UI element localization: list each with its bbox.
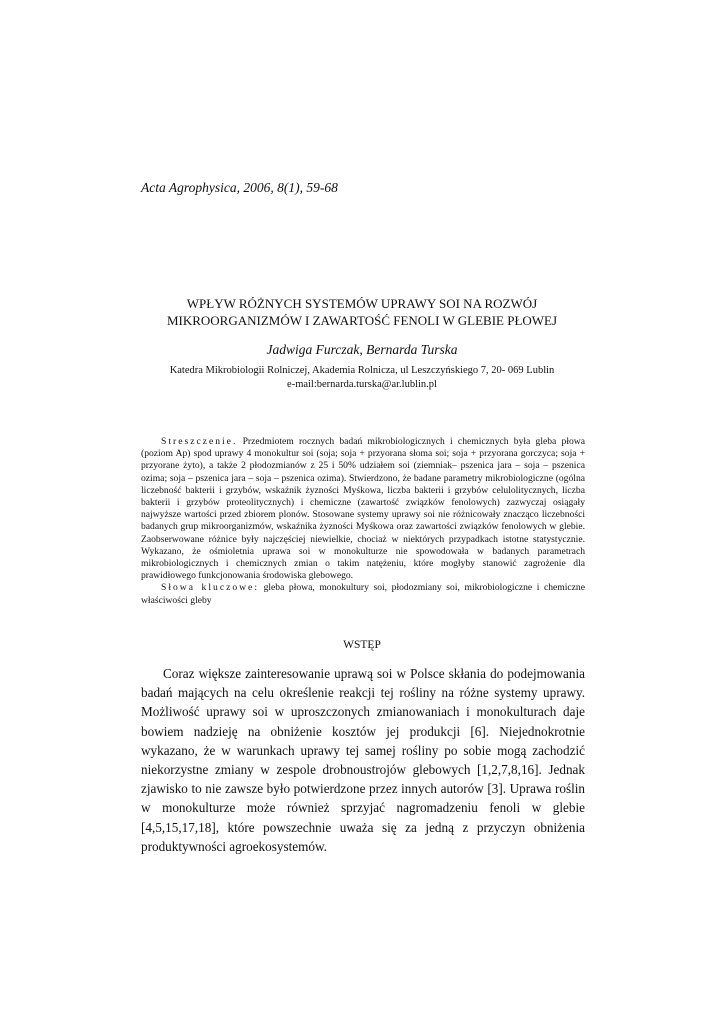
abstract-label: Streszczenie. — [161, 436, 238, 447]
body-text — [141, 664, 585, 856]
authors: Jadwiga Furczak, Bernarda Turska — [266, 342, 458, 357]
affiliation-block — [100, 364, 624, 392]
abstract — [141, 436, 585, 607]
article-title — [100, 296, 624, 329]
keywords-text: gleba płowa, monokultury soi, płodozmiany soi, mikrobiologiczne i chemiczne właściwości gleby — [141, 582, 585, 606]
abstract-paragraph — [141, 436, 585, 582]
body-paragraph: Coraz większe zainteresowanie uprawą soi w Polsce skłania do podejmowania badań mających na celu określenie reakcji tej rośliny na różne systemy uprawy. Możliwość uprawy soi w uproszczonych zmianowaniach i monokulturach daje bowiem nadzieję na obniżenie kosztów jej produkcji [6]. Niejednokrotnie wykazano, że w warunkach uprawy tej samej rośliny po sobie mogą zachodzić niekorzystne zmiany w zespole drobnoustrojów glebowych [1,2,7,8,16]. Jednak zjawisko to nie zawsze było potwierdzone przez innych autorów [3]. Uprawa roślin w monokulturze może również sprzyjać nagromadzeniu fenoli w glebie [4,5,15,17,18], które powszechnie uważa się za jedną z przyczyn obniżenia produktywności agroekosystemów. — [141, 666, 585, 854]
abstract-text: Przedmiotem rocznych badań mikrobiologicznych i chemicznych była gleba płowa (poziom Ap) spod uprawy 4 monokultur soi (soja; soja + przyorana słoma soi; soja + przyorana gorczyca; soja + przyorane żyto), a także 2 płodozmianów z 25 i 50% udziałem soi (ziemniak– pszenica jara – soja – pszenica ozima; soja – pszenica jara – soja – pszenica ozima). Stwierdzono, że badane parametry mikrobiologiczne (ogólna liczebność bakterii i grzybów, wskaźnik żyzności Myśkowa, liczba bakterii i grzybów celulolitycznych, liczba bakterii i grzybów proteolitycznych) i chemiczne (zawartość związków fenolowych) zazwyczaj osiągały najwyższe wartości przed zbiorem plonów. Stosowane systemy uprawy soi nie różnicowały znacząco liczebności badanych grup mikroorganizmów, wskaźnika żyzności Myśkowa oraz zawartości związków fenolowych w glebie. Zaobserwowane różnice były najczęściej niewielkie, chociaż w niektórych przypadkach istotne statystycznie. Wykazano, że ośmioletnia uprawa soi w monokulturze nie spowodowała w badanych parametrach mikrobiologicznych i chemicznych zmian o takim natężeniu, które mogłyby stanowić zagrożenie dla prawidłowego funkcjonowania środowiska glebowego. — [141, 436, 585, 582]
affiliation: Katedra Mikrobiologii Rolniczej, Akademia Rolnicza, ul Leszczyńskiego 7, 20- 069 Lublin — [169, 365, 555, 376]
email: e-mail:bernarda.turska@ar.lublin.pl — [287, 379, 437, 390]
title-line-2: MIKROORGANIZMÓW I ZAWARTOŚĆ FENOLI W GLEBIE PŁOWEJ — [166, 312, 558, 328]
title-line-1: WPŁYW RÓŻNYCH SYSTEMÓW UPRAWY SOI NA ROZWÓJ — [186, 296, 538, 311]
keywords-label: Słowa kluczowe: — [161, 582, 259, 594]
keywords-paragraph — [141, 582, 585, 606]
section-heading: WSTĘP — [343, 639, 381, 651]
journal-citation: Acta Agrophysica, 2006, 8(1), 59-68 — [141, 180, 338, 195]
